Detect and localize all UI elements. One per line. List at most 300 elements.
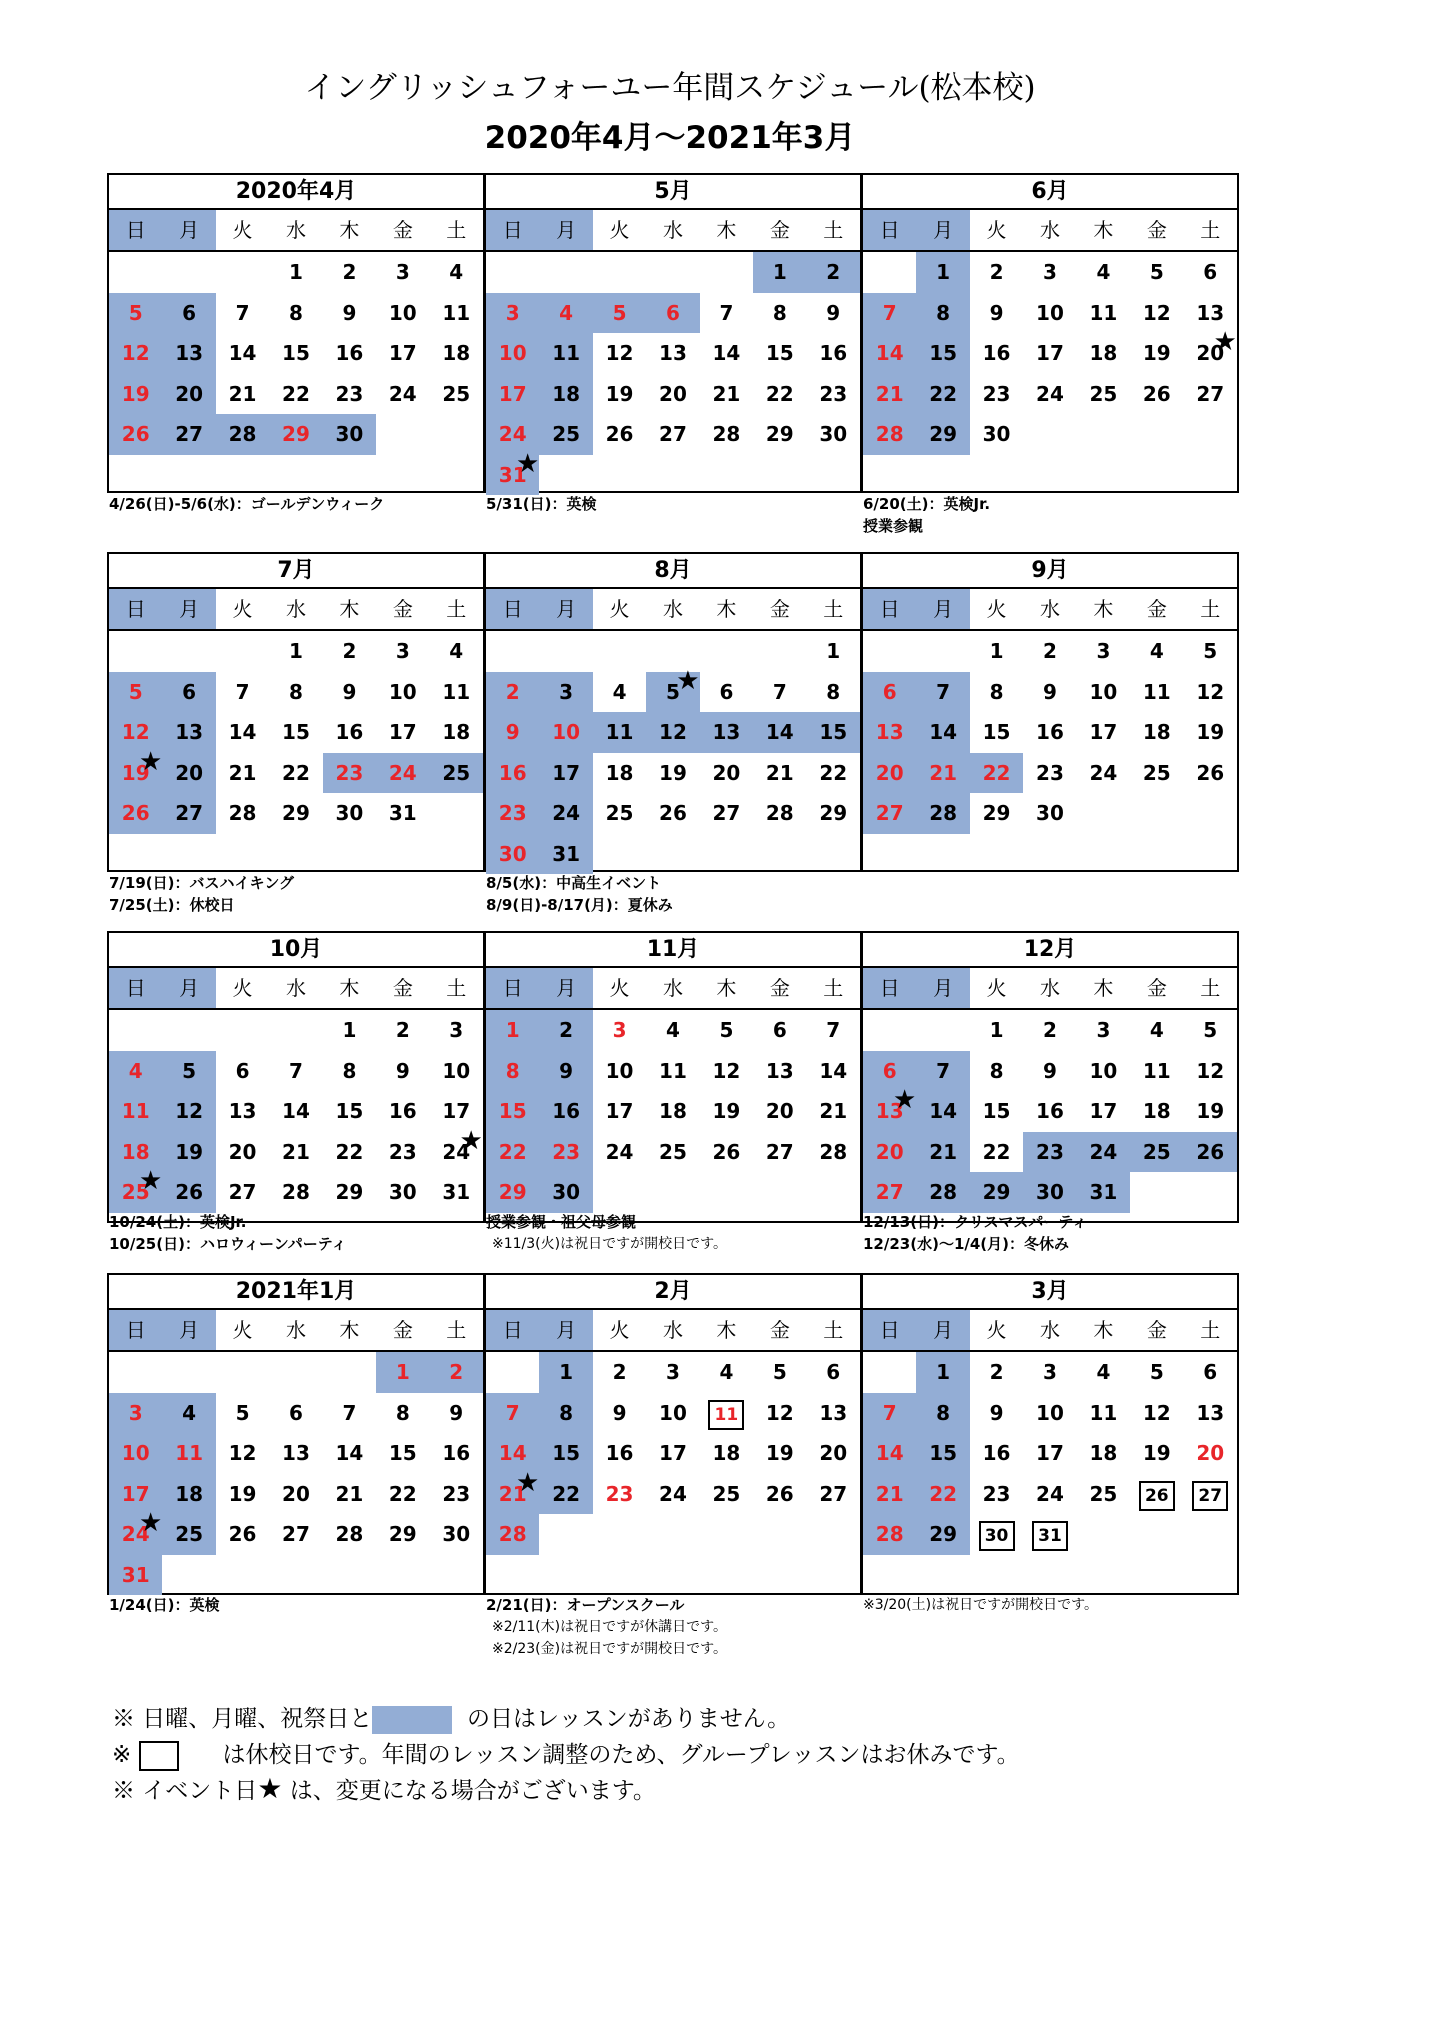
weekday-label: 月 [162, 589, 215, 629]
day-number: 2 [1043, 639, 1057, 663]
day-cell [486, 1091, 539, 1132]
empty-cell [216, 1555, 269, 1596]
day-number: 22 [765, 381, 794, 406]
month-calendar [107, 931, 485, 1223]
day-cell [323, 672, 376, 713]
day-number: 26 [712, 1139, 741, 1164]
empty-cell [1077, 1514, 1130, 1555]
day-cell [807, 374, 860, 415]
weekday-label: 日 [109, 1310, 162, 1350]
week-row [863, 712, 1237, 753]
day-cell [970, 631, 1023, 672]
day-number: 5 [1203, 639, 1218, 663]
day-cell [593, 1433, 646, 1474]
weekday-label: 水 [1039, 1318, 1060, 1342]
day-cell [807, 1352, 860, 1393]
day-number: 19 [1196, 720, 1225, 744]
day-cell [216, 672, 269, 713]
day-cell [970, 374, 1023, 415]
weekday-label: 木 [1093, 1318, 1114, 1342]
weekday-label: 金 [1146, 218, 1167, 242]
day-number: 21 [929, 1139, 958, 1164]
weekday-label: 金 [392, 976, 413, 1000]
day-cell [593, 1010, 646, 1051]
day-number: 23 [982, 1481, 1011, 1506]
day-number: 14 [765, 720, 794, 744]
day-number: 12 [1196, 679, 1225, 704]
week-row [109, 1433, 483, 1474]
day-cell [700, 1091, 753, 1132]
day-cell [162, 293, 215, 334]
day-number: 1 [289, 639, 303, 663]
day-grid [486, 1010, 860, 1213]
day-cell [376, 672, 429, 713]
day-number: 28 [929, 1180, 958, 1204]
note-line: 10/25(日)：ハロウィーンパーティ [109, 1235, 347, 1253]
month-calendar [107, 552, 485, 872]
day-cell [323, 1132, 376, 1173]
day-number: 7 [882, 300, 897, 325]
month-header: 2020年4月 [109, 175, 483, 210]
day-cell [700, 1352, 753, 1393]
day-cell [162, 1474, 215, 1515]
day-cell [376, 753, 429, 794]
day-number: 12 [228, 1441, 257, 1465]
day-cell [700, 793, 753, 834]
day-cell [593, 1352, 646, 1393]
day-cell [646, 793, 699, 834]
day-number: 11 [708, 1400, 744, 1430]
empty-cell [269, 1555, 322, 1596]
day-number: 30 [1036, 801, 1064, 825]
day-number: 15 [982, 1099, 1011, 1123]
empty-cell [807, 1514, 860, 1555]
day-number: 15 [388, 1441, 417, 1465]
day-cell [162, 672, 215, 713]
empty-cell [807, 455, 860, 496]
empty-cell [807, 834, 860, 875]
week-row [863, 1352, 1237, 1393]
day-cell [1077, 672, 1130, 713]
day-number: 3 [559, 679, 574, 704]
day-cell [539, 834, 592, 875]
day-number: 3 [1043, 260, 1057, 284]
day-number: 16 [442, 1441, 471, 1465]
page-subtitle: 2020年4月～2021年3月 [484, 120, 856, 156]
day-number: 18 [605, 760, 634, 785]
note-line: 授業参観 [863, 517, 924, 535]
weekday-label: 火 [986, 218, 1007, 242]
day-number: 10 [121, 1441, 150, 1465]
day-cell [863, 1172, 916, 1213]
day-number: 24 [605, 1139, 634, 1164]
day-cell [162, 1393, 215, 1434]
empty-cell [216, 1010, 269, 1051]
day-number: 30 [498, 841, 527, 866]
day-number: 12 [121, 720, 150, 744]
day-cell [269, 753, 322, 794]
week-row [486, 374, 860, 415]
day-cell [486, 1132, 539, 1173]
legend-line-3 [112, 1772, 656, 1805]
day-cell [970, 414, 1023, 455]
day-number: 25 [1142, 1139, 1171, 1164]
day-cell [269, 1433, 322, 1474]
month-header: 6月 [863, 175, 1237, 210]
day-number: 23 [388, 1139, 417, 1164]
empty-cell [646, 1514, 699, 1555]
note-line: ※3/20(土)は祝日ですが開校日です。 [863, 1597, 1098, 1613]
day-number: 20 [175, 381, 204, 406]
day-number: 29 [498, 1180, 527, 1204]
day-cell [646, 1352, 699, 1393]
day-cell [1077, 753, 1130, 794]
day-cell [863, 1474, 916, 1515]
month-header: 2021年1月 [109, 1275, 483, 1310]
day-cell [162, 793, 215, 834]
day-grid [863, 1010, 1237, 1213]
month-notes [109, 1211, 485, 1255]
day-number: 20 [875, 760, 904, 785]
day-cell [269, 1514, 322, 1555]
day-cell [269, 374, 322, 415]
day-number: 14 [335, 1441, 364, 1465]
day-number: 10 [498, 341, 527, 365]
day-cell [269, 631, 322, 672]
weekday-label: 日 [486, 1310, 539, 1350]
day-cell [109, 1555, 162, 1596]
day-cell [323, 252, 376, 293]
day-number: 15 [282, 341, 310, 365]
day-number: 18 [175, 1481, 204, 1506]
day-cell [109, 374, 162, 415]
day-number: 13 [175, 720, 204, 744]
day-number: 18 [442, 341, 471, 365]
day-number: 11 [552, 341, 581, 365]
day-number: 31 [498, 462, 527, 487]
day-number: 20 [228, 1139, 257, 1164]
day-cell [539, 333, 592, 374]
day-number: 21 [875, 381, 904, 406]
day-number: 27 [819, 1481, 848, 1506]
week-row [863, 252, 1237, 293]
weekday-label: 日 [863, 210, 916, 250]
day-number: 26 [121, 801, 150, 825]
weekday-label: 土 [446, 976, 467, 1000]
day-number: 24 [1089, 760, 1118, 785]
weekday-label: 水 [662, 218, 683, 242]
week-row [486, 1051, 860, 1092]
day-number: 1 [505, 1018, 520, 1042]
day-number: 26 [659, 801, 687, 825]
month-calendar [484, 173, 862, 493]
day-cell [807, 1051, 860, 1092]
month-calendar [107, 1273, 485, 1595]
day-number: 2 [342, 260, 357, 284]
star-icon: ★ [139, 1508, 163, 1538]
empty-cell [863, 252, 916, 293]
day-cell [863, 793, 916, 834]
day-number: 15 [819, 720, 848, 744]
day-cell [323, 374, 376, 415]
week-row [109, 374, 483, 415]
day-cell [376, 631, 429, 672]
day-number: 5 [1149, 260, 1164, 284]
day-number: 9 [449, 1400, 464, 1425]
weekday-label: 木 [1093, 976, 1114, 1000]
empty-cell [162, 1555, 215, 1596]
day-cell [593, 1091, 646, 1132]
day-cell [916, 1433, 969, 1474]
day-cell [162, 1172, 215, 1213]
weekday-label: 火 [609, 218, 630, 242]
day-cell [916, 712, 969, 753]
week-row [109, 1555, 483, 1596]
day-grid [863, 252, 1237, 455]
day-cell [970, 753, 1023, 794]
day-cell [430, 712, 483, 753]
day-number: 11 [1089, 1400, 1118, 1425]
week-row [486, 1433, 860, 1474]
legend-box-swatch [139, 1741, 179, 1771]
day-cell [863, 1132, 916, 1173]
day-number: 12 [765, 1400, 794, 1425]
weekday-label: 金 [392, 218, 413, 242]
day-cell [807, 1010, 860, 1051]
day-cell [1077, 1474, 1130, 1515]
day-cell [376, 1393, 429, 1434]
day-cell [753, 414, 806, 455]
day-number: 26 [765, 1481, 794, 1506]
star-icon: ★ [1213, 327, 1237, 357]
day-cell [970, 1352, 1023, 1393]
day-cell [807, 631, 860, 672]
day-number: 13 [228, 1099, 257, 1123]
day-number: 18 [712, 1441, 741, 1465]
day-cell [323, 333, 376, 374]
weekday-label: 火 [609, 976, 630, 1000]
day-cell [1130, 374, 1183, 415]
day-cell [646, 1051, 699, 1092]
week-row [109, 793, 483, 834]
day-cell [109, 414, 162, 455]
day-cell [539, 1132, 592, 1173]
day-cell [700, 374, 753, 415]
day-number: 4 [449, 639, 464, 663]
week-row [109, 1010, 483, 1051]
day-cell [109, 1508, 163, 1555]
day-number: 26 [228, 1522, 257, 1546]
day-number: 23 [498, 801, 527, 825]
day-number: 19 [1142, 341, 1171, 365]
weekday-label: 水 [1039, 976, 1060, 1000]
weekday-label: 金 [392, 597, 413, 621]
day-number: 3 [395, 639, 410, 663]
empty-cell [216, 252, 269, 293]
day-cell [1023, 1051, 1076, 1092]
day-cell [753, 1132, 806, 1173]
day-number: 30 [335, 422, 364, 446]
empty-cell [109, 1010, 162, 1051]
day-number: 14 [712, 341, 741, 365]
day-cell [807, 1091, 860, 1132]
empty-cell [539, 252, 592, 293]
day-cell [1130, 1474, 1183, 1515]
day-number: 7 [936, 679, 951, 704]
day-cell [539, 753, 592, 794]
day-number: 8 [559, 1400, 574, 1425]
day-number: 23 [442, 1481, 471, 1506]
day-cell [753, 1010, 806, 1051]
month-calendar [861, 1273, 1239, 1595]
weekday-label: 月 [539, 589, 592, 629]
day-cell [216, 1514, 269, 1555]
day-number: 22 [929, 1481, 958, 1506]
day-cell [863, 712, 916, 753]
empty-cell [753, 1514, 806, 1555]
day-cell [162, 1051, 215, 1092]
day-cell [753, 1091, 806, 1132]
month-header: 11月 [486, 933, 860, 968]
day-number: 8 [289, 300, 303, 325]
day-number: 7 [772, 679, 787, 704]
day-number: 10 [1036, 300, 1064, 325]
day-cell [323, 793, 376, 834]
day-cell [807, 712, 860, 753]
day-cell [916, 333, 969, 374]
weekday-row [486, 210, 860, 252]
weekday-label: 金 [769, 976, 790, 1000]
day-number: 5 [666, 679, 680, 704]
day-number: 24 [388, 381, 417, 406]
day-cell [486, 1514, 539, 1555]
note-line: 7/25(土)：休校日 [109, 896, 235, 914]
day-cell [1130, 1393, 1183, 1434]
empty-cell [1184, 793, 1237, 834]
month-notes [486, 1211, 862, 1255]
day-cell [216, 374, 269, 415]
day-number: 12 [659, 720, 687, 744]
day-cell [109, 793, 162, 834]
day-number: 23 [552, 1139, 581, 1164]
day-grid [109, 631, 483, 834]
day-number: 6 [289, 1400, 303, 1425]
empty-cell [646, 252, 699, 293]
day-number: 27 [175, 422, 204, 446]
day-cell [807, 333, 860, 374]
day-number: 27 [875, 1180, 904, 1204]
empty-cell [1130, 1514, 1183, 1555]
day-cell [1023, 252, 1076, 293]
day-cell [863, 414, 916, 455]
week-row [863, 1172, 1237, 1213]
day-cell [216, 1172, 269, 1213]
day-number: 5 [612, 300, 627, 325]
page-title: イングリッシュフォーユー年間スケジュール(松本校) [304, 70, 1036, 106]
day-cell [109, 746, 163, 794]
weekday-label: 月 [162, 210, 215, 250]
empty-cell [269, 1352, 322, 1393]
day-cell [1077, 1393, 1130, 1434]
note-line: 5/31(日)：英検 [486, 495, 597, 513]
day-number: 23 [1036, 760, 1064, 785]
day-number: 10 [1036, 1400, 1064, 1425]
day-cell [1023, 1474, 1076, 1515]
day-cell [1130, 293, 1183, 334]
day-cell [269, 1132, 322, 1173]
day-number: 11 [1142, 679, 1171, 704]
day-cell [486, 293, 539, 334]
day-cell [539, 1352, 592, 1393]
day-number: 4 [182, 1400, 197, 1425]
week-row [109, 293, 483, 334]
day-cell [807, 753, 860, 794]
empty-cell [1130, 793, 1183, 834]
day-number: 16 [552, 1099, 581, 1123]
day-number: 23 [1036, 1139, 1064, 1164]
day-cell [376, 333, 429, 374]
week-row [863, 753, 1237, 794]
month-notes [109, 872, 485, 916]
day-number: 20 [1196, 1441, 1225, 1465]
day-number: 28 [335, 1522, 364, 1546]
day-cell [1077, 1051, 1130, 1092]
weekday-label: 火 [609, 597, 630, 621]
day-cell [486, 1051, 539, 1092]
day-cell [162, 1433, 215, 1474]
day-number: 24 [498, 422, 527, 446]
day-cell [970, 712, 1023, 753]
day-number: 31 [552, 841, 581, 866]
day-cell [1184, 753, 1237, 794]
day-number: 31 [121, 1562, 150, 1587]
day-grid [486, 631, 860, 874]
empty-cell [753, 1172, 806, 1213]
day-number: 14 [875, 1441, 904, 1465]
day-cell [430, 252, 483, 293]
weekday-label: 火 [232, 976, 253, 1000]
month-notes [486, 493, 862, 515]
day-number: 28 [498, 1522, 527, 1546]
day-cell [430, 1474, 483, 1515]
day-number: 8 [989, 1058, 1004, 1083]
empty-cell [430, 414, 483, 455]
week-row [863, 374, 1237, 415]
day-number: 11 [121, 1099, 150, 1123]
empty-cell [700, 455, 753, 496]
day-cell [216, 1433, 269, 1474]
weekday-row [486, 968, 860, 1010]
day-cell [162, 414, 215, 455]
day-cell [970, 1514, 1023, 1555]
empty-cell [216, 1352, 269, 1393]
day-cell [486, 333, 539, 374]
empty-cell [539, 631, 592, 672]
week-row [486, 631, 860, 672]
day-number: 30 [982, 422, 1011, 446]
day-cell [430, 1051, 483, 1092]
day-cell [593, 1393, 646, 1434]
day-cell [1023, 293, 1076, 334]
weekday-label: 土 [1200, 976, 1221, 1000]
weekday-label: 土 [823, 976, 844, 1000]
day-cell [753, 1474, 806, 1515]
day-cell [539, 293, 592, 334]
day-number: 27 [765, 1139, 794, 1164]
week-row [109, 631, 483, 672]
star-icon: ★ [516, 1467, 540, 1498]
day-cell [1023, 1352, 1076, 1393]
